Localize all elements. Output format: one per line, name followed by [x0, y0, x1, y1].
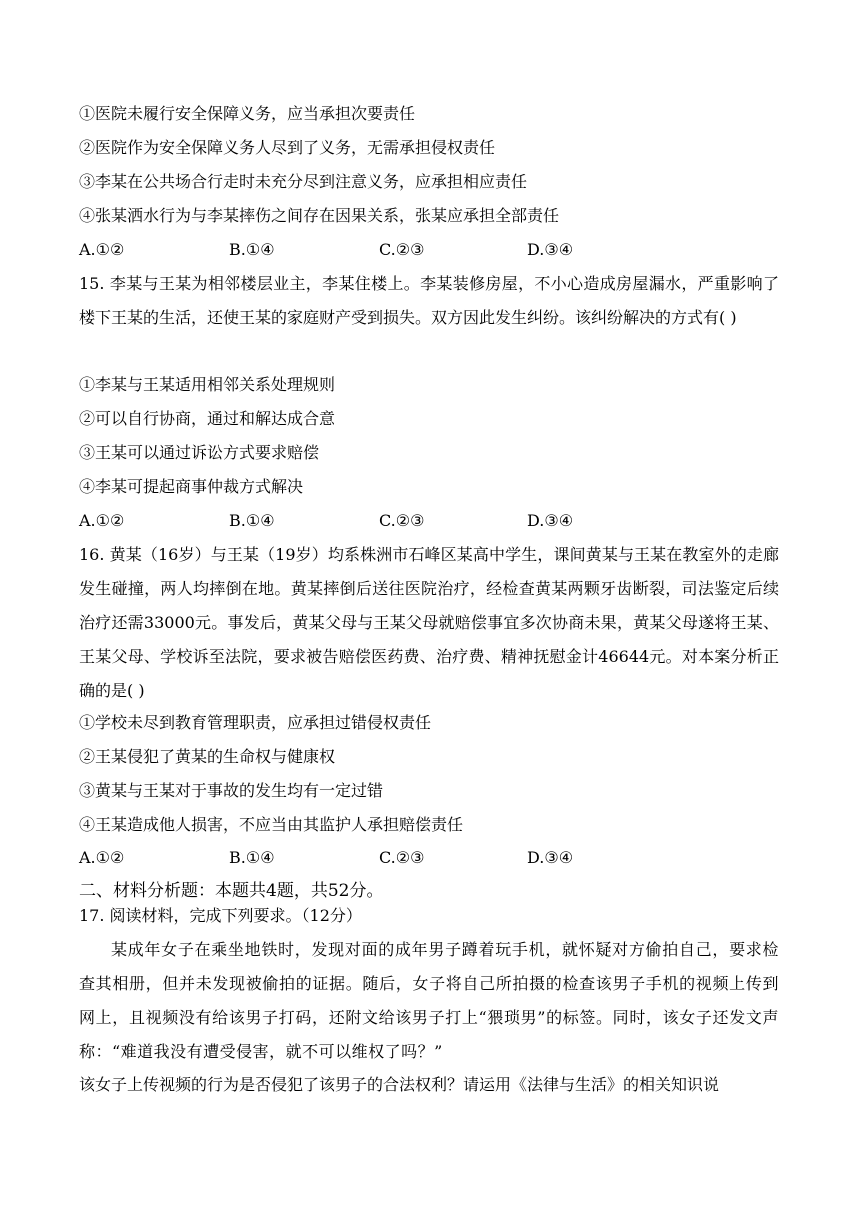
- q16-option-c: C.②③: [379, 848, 425, 867]
- q14-options: [79, 240, 573, 260]
- q17-material: 某成年女子在乘坐地铁时，发现对面的成年男子蹲着玩手机，就怀疑对方偷拍自己，要求检查其相册，但并未发现被偷拍的证据。随后，女子将自己所拍摄的检查该男子手机的视频上传到网上，且视频没有给该男子打码，还附文给该男子打上“猥琐男”的标签。同时，该女子还发文声称：“难道我没有遭受侵害，就不可以维权了吗？”: [79, 940, 779, 1061]
- q15-options: [79, 511, 573, 531]
- q15-statement-1: ①李某与王某适用相邻关系处理规则: [79, 375, 336, 394]
- q15-stem: 15. 李某与王某为相邻楼层业主，李某住楼上。李某装修房屋，不小心造成房屋漏水，严重影响了楼下王某的生活，还使王某的家庭财产受到损失。双方因此发生纠纷。该纠纷解决的方式有( ): [79, 274, 779, 327]
- q17-stem: 17. 阅读材料，完成下列要求。（12分）: [79, 906, 362, 925]
- q14-statement-1: ①医院未履行安全保障义务，应当承担次要责任: [79, 104, 416, 123]
- q16-options: [79, 848, 573, 868]
- q15-statement-4: ④李某可提起商事仲裁方式解决: [79, 477, 304, 496]
- q15-option-c: C.②③: [379, 511, 425, 530]
- q16-option-a: A.①②: [79, 848, 125, 867]
- q14-option-c: C.②③: [379, 240, 425, 259]
- q14-statement-3: ③李某在公共场合行走时未充分尽到注意义务，应承担相应责任: [79, 172, 528, 191]
- q16-option-d: D.③④: [527, 848, 574, 867]
- q17-question: 该女子上传视频的行为是否侵犯了该男子的合法权利？请运用《法律与生活》的相关知识说: [79, 1075, 720, 1094]
- q15-statement-2: ②可以自行协商，通过和解达成合意: [79, 409, 336, 428]
- q15-statement-3: ③王某可以通过诉讼方式要求赔偿: [79, 443, 320, 462]
- q16-stem: 16. 黄某（16岁）与王某（19岁）均系株洲市石峰区某高中学生，课间黄某与王某在教室外的走廊发生碰撞，两人均摔倒在地。黄某摔倒后送往医院治疗，经检查黄某两颗牙齿断裂，司法鉴定后续治疗还需33000元。事发后，黄某父母与王某父母就赔偿事宜多次协商未果，黄某父母遂将王某、王某父母、学校诉至法院，要求被告赔偿医药费、治疗费、精神抚慰金计46644元。对本案分析正确的是( ): [79, 545, 779, 700]
- q16-option-b: B.①④: [229, 848, 275, 867]
- q14-statement-2: ②医院作为安全保障义务人尽到了义务，无需承担侵权责任: [79, 138, 496, 157]
- q14-statement-4: ④张某洒水行为与李某摔伤之间存在因果关系，张某应承担全部责任: [79, 206, 560, 225]
- q15-option-a: A.①②: [79, 511, 125, 530]
- q16-statement-3: ③黄某与王某对于事故的发生均有一定过错: [79, 781, 384, 800]
- q14-option-b: B.①④: [229, 240, 275, 259]
- q16-statement-4: ④王某造成他人损害，不应当由其监护人承担赔偿责任: [79, 815, 464, 834]
- q15-option-b: B.①④: [229, 511, 275, 530]
- q15-option-d: D.③④: [527, 511, 574, 530]
- q14-option-d: D.③④: [527, 240, 574, 259]
- section-heading: 二、材料分析题：本题共4题，共52分。: [79, 881, 384, 901]
- q16-statement-2: ②王某侵犯了黄某的生命权与健康权: [79, 747, 336, 766]
- q14-option-a: A.①②: [79, 240, 125, 259]
- q16-statement-1: ①学校未尽到教育管理职责，应承担过错侵权责任: [79, 713, 432, 732]
